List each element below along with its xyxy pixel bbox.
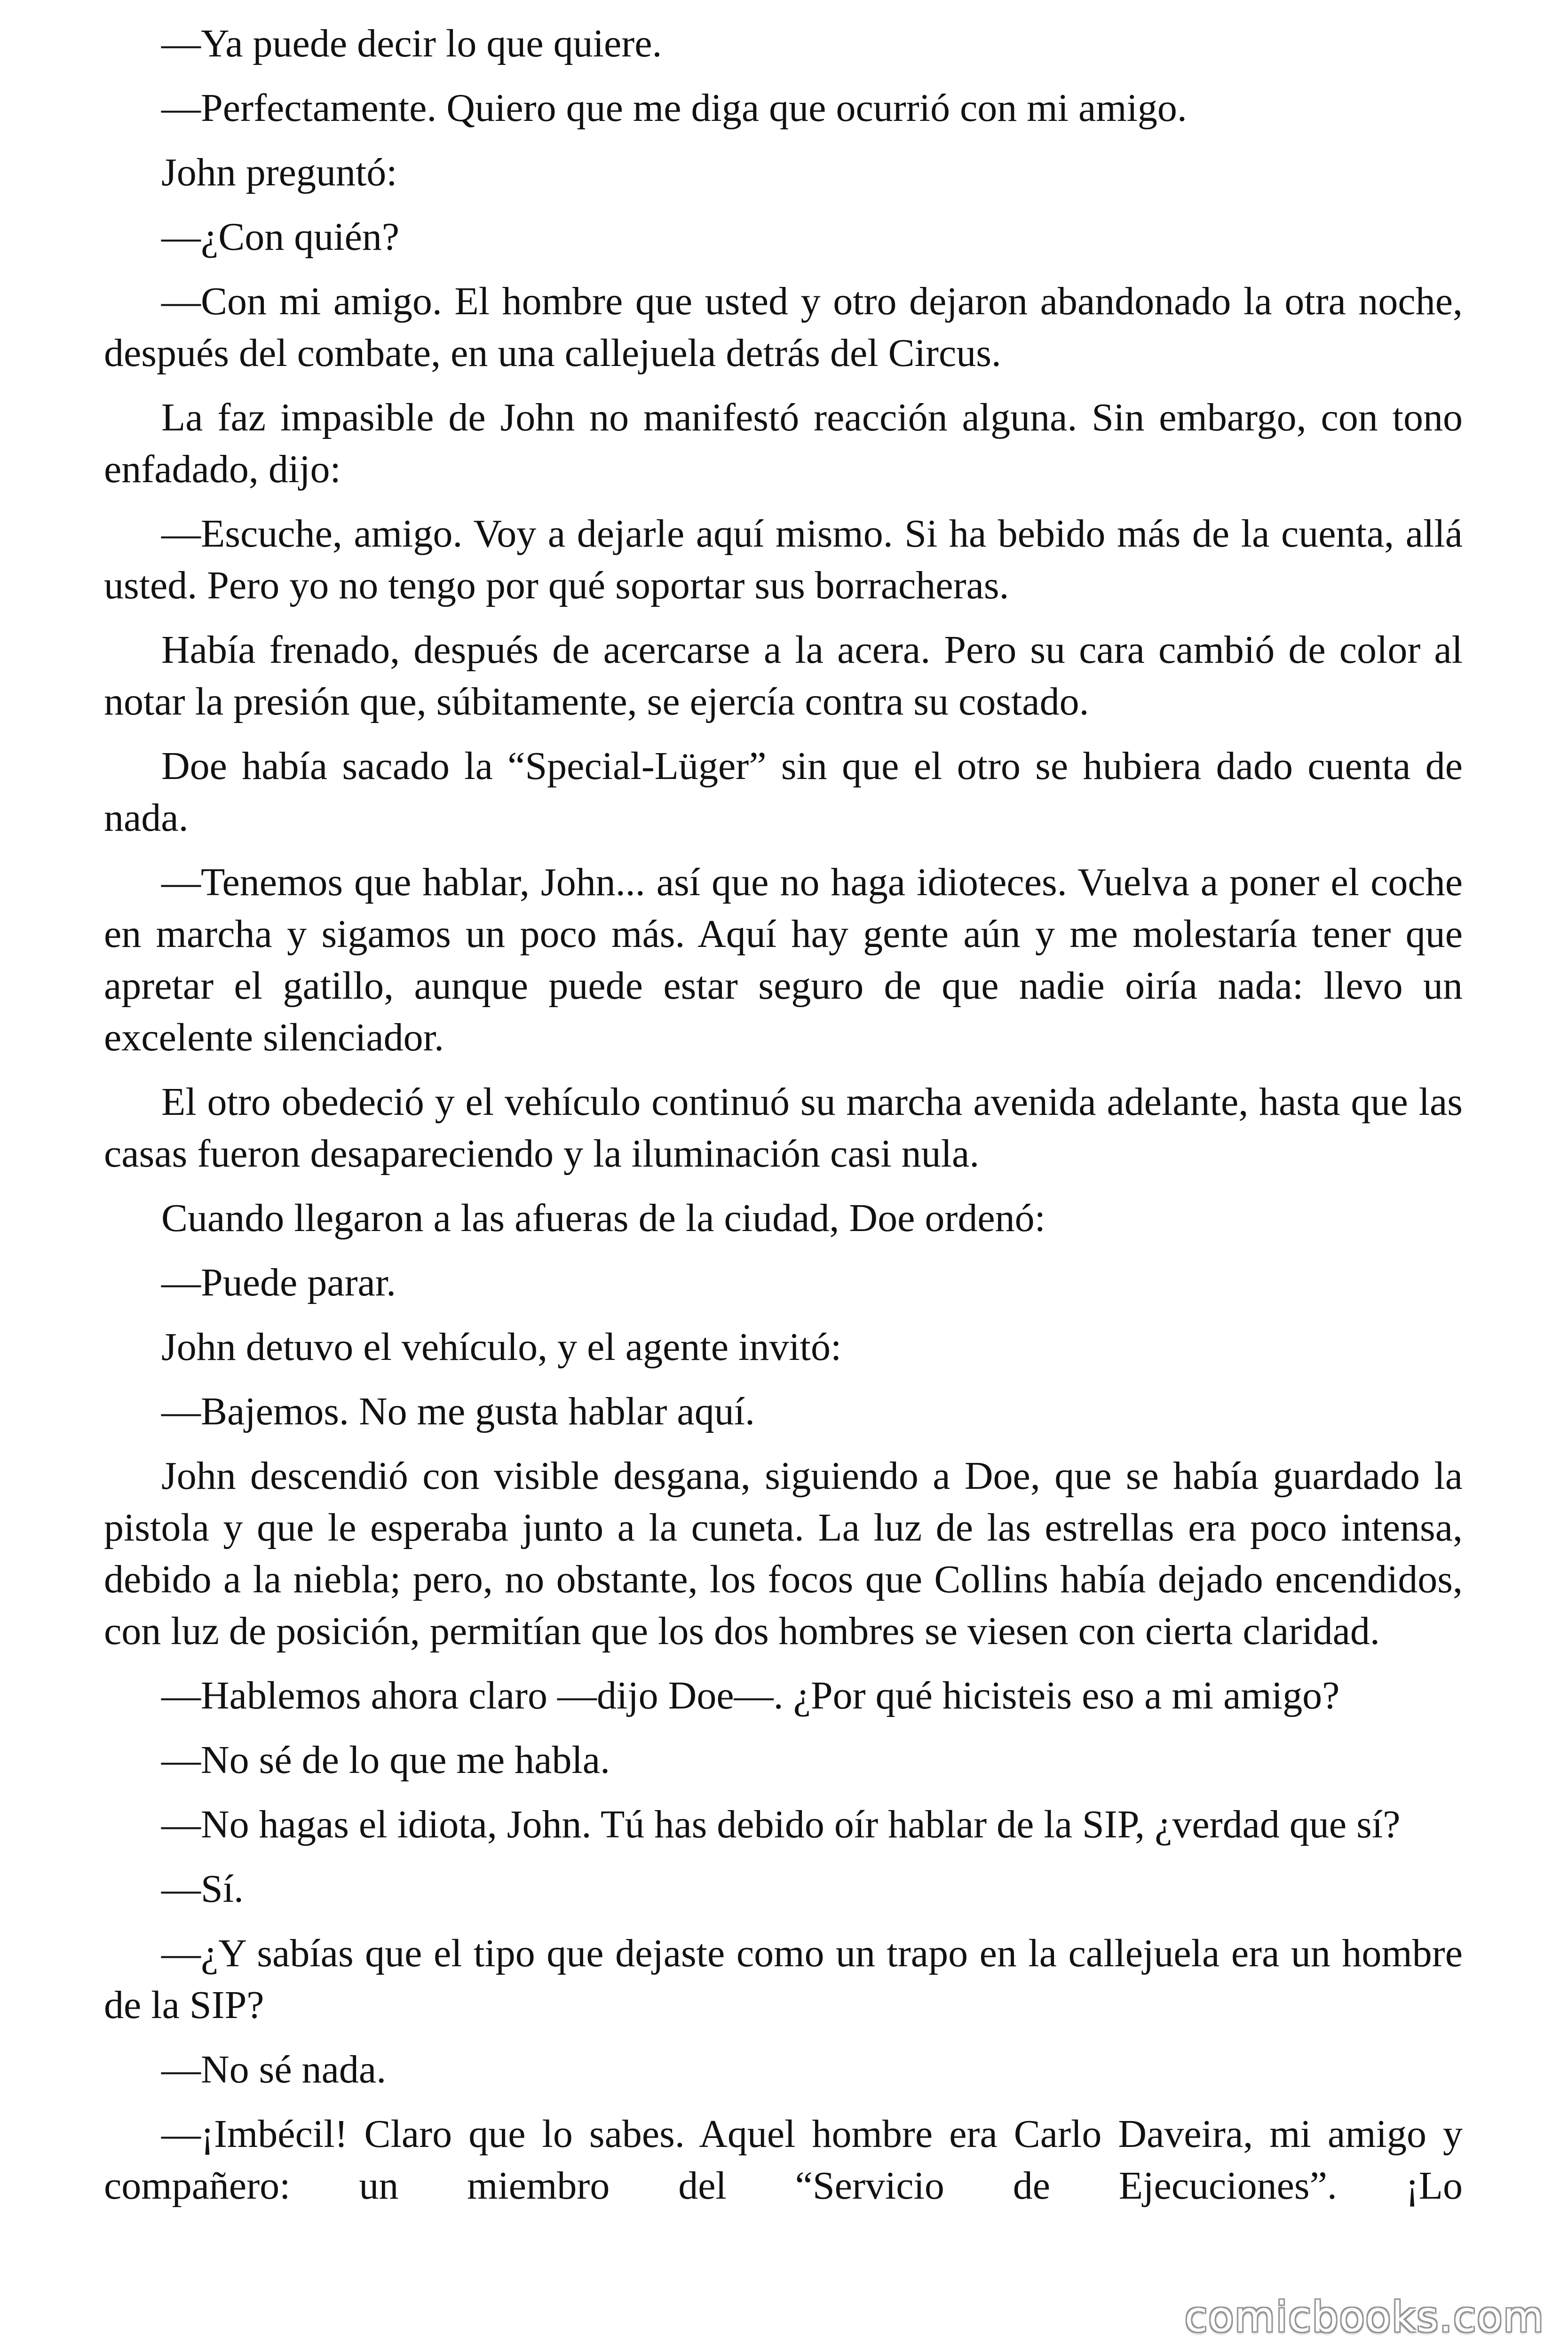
paragraph: John preguntó: xyxy=(161,151,397,194)
paragraph: —No sé nada. xyxy=(161,2048,387,2091)
paragraph: —¿Con quién? xyxy=(161,215,400,259)
paragraph: —No sé de lo que me habla. xyxy=(161,1738,610,1782)
watermark: comicbooks.com xyxy=(1184,2293,1544,2341)
paragraph: Cuando llegaron a las afueras de la ciudad, Doe ordenó: xyxy=(161,1196,1045,1240)
paragraph: —No hagas el idiota, John. Tú has debido oír hablar de la SIP, ¿verdad que sí? xyxy=(161,1803,1401,1846)
paragraph: —¿Y sabías que el tipo que dejaste como un trapo en la callejuela era un hombre de la SIP? xyxy=(104,1931,1463,2027)
page-body-text xyxy=(104,18,1463,2212)
paragraph: —Ya puede decir lo que quiere. xyxy=(161,22,662,65)
paragraph: —Tenemos que hablar, John... así que no haga idioteces. Vuelva a poner el coche en marcha y sigamos un poco más. Aquí hay gente aún y me molestaría tener que apretar el gatillo, aunque puede estar seguro de que nadie oiría nada: llevo un excelente silenciador. xyxy=(104,860,1463,1059)
paragraph: La faz impasible de John no manifestó reacción alguna. Sin embargo, con tono enfadado, dijo: xyxy=(104,396,1463,491)
paragraph: —Con mi amigo. El hombre que usted y otro dejaron abandonado la otra noche, después del combate, en una callejuela detrás del Circus. xyxy=(104,279,1463,375)
paragraph: —Sí. xyxy=(161,1867,244,1911)
paragraph: Doe había sacado la “Special-Lüger” sin que el otro se hubiera dado cuenta de nada. xyxy=(104,744,1463,840)
paragraph: John descendió con visible desgana, siguiendo a Doe, que se había guardado la pistola y que le esperaba junto a la cuneta. La luz de las estrellas era poco intensa, debido a la niebla; pero, no obstante, los focos que Collins había dejado encendidos, con luz de posición, permitían que los dos hombres se viesen con cierta claridad. xyxy=(104,1454,1463,1653)
paragraph: —Puede parar. xyxy=(161,1261,396,1304)
paragraph: Había frenado, después de acercarse a la acera. Pero su cara cambió de color al notar la presión que, súbitamente, se ejercía contra su costado. xyxy=(104,628,1463,723)
paragraph: —Perfectamente. Quiero que me diga que ocurrió con mi amigo. xyxy=(161,86,1187,130)
paragraph: —Bajemos. No me gusta hablar aquí. xyxy=(161,1390,755,1433)
paragraph: —Hablemos ahora claro —dijo Doe—. ¿Por qué hicisteis eso a mi amigo? xyxy=(161,1674,1340,1717)
paragraph: —¡Imbécil! Claro que lo sabes. Aquel hombre era Carlo Daveira, mi amigo y compañero: un miembro del “Servicio de Ejecuciones”. ¡Lo xyxy=(104,2112,1463,2208)
paragraph: John detuvo el vehículo, y el agente invitó: xyxy=(161,1325,842,1369)
paragraph: El otro obedeció y el vehículo continuó su marcha avenida adelante, hasta que las casas fueron desapareciendo y la iluminación casi nula. xyxy=(104,1080,1463,1176)
paragraph: —Escuche, amigo. Voy a dejarle aquí mismo. Si ha bebido más de la cuenta, allá usted. Pero yo no tengo por qué soportar sus borracheras. xyxy=(104,512,1463,607)
